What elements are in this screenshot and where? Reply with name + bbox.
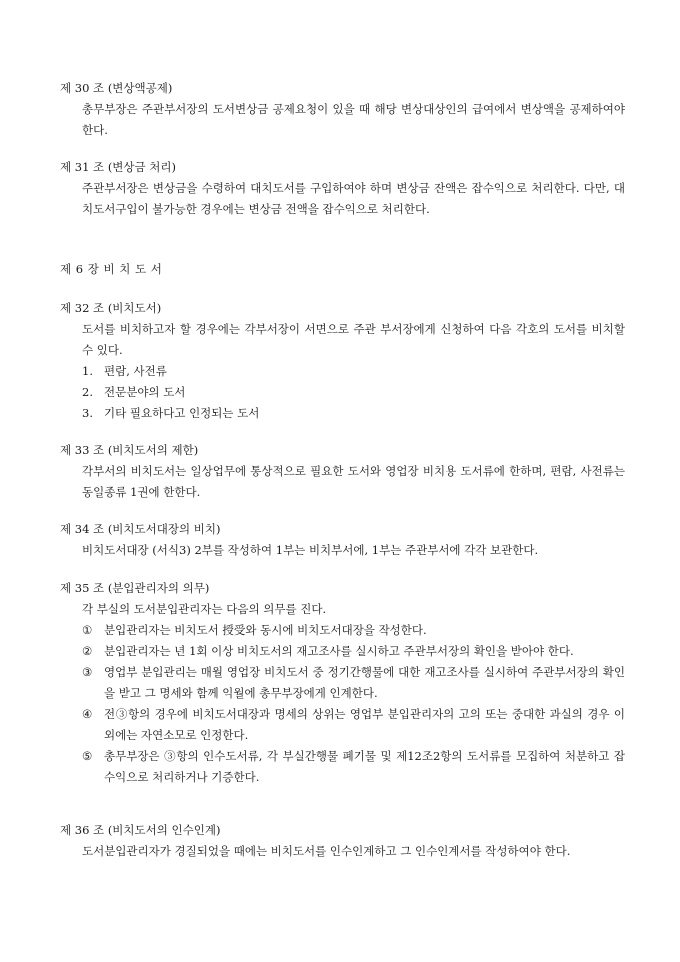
article-33 xyxy=(60,440,625,503)
article-30 xyxy=(60,78,625,141)
article-heading: 제 31 조 (변상금 처리) xyxy=(60,160,176,174)
article-body: 각 부실의 도서분입관리자는 다음의 의무를 진다. xyxy=(82,602,327,616)
article-items xyxy=(60,361,625,424)
list-item-text: 분입관리자는 년 1회 이상 비치도서의 재고조사를 실시하고 주관부서장의 확인을 받아야 한다. xyxy=(104,644,574,658)
list-item-text: 분입관리자는 비치도서 授受와 동시에 비치도서대장을 작성한다. xyxy=(104,623,427,637)
article-body: 비치도서대장 (서식3) 2부를 작성하여 1부는 비치부서에, 1부는 주관부서에 각각 보관한다. xyxy=(82,543,539,557)
list-item xyxy=(82,403,625,424)
list-item-text: 영업부 분입관리는 매월 영업장 비치도서 중 정기간행물에 대한 재고조사를 실시하여 주관부서장의 확인을 받고 그 명세와 함께 익월에 총무부장에게 인계한다. xyxy=(104,665,625,700)
list-item-number: ④ xyxy=(82,707,93,721)
article-heading: 제 30 조 (변상액공제) xyxy=(60,81,173,95)
list-item xyxy=(82,746,625,788)
article-items xyxy=(60,620,625,788)
article-32 xyxy=(60,298,625,424)
article-body: 주관부서장은 변상금을 수령하여 대치도서를 구입하여야 하며 변상금 잔액은 잡수익으로 처리한다. 다만, 대치도서구입이 불가능한 경우에는 변상금 전액을 잡수익으로 처리한다. xyxy=(82,181,625,216)
list-item-text: 전③항의 경우에 비치도서대장과 명세의 상위는 영업부 분입관리자의 고의 또는 중대한 과실의 경우 이외에는 자연소모로 인정한다. xyxy=(104,707,625,742)
list-item-number: 2. xyxy=(82,385,93,399)
article-36 xyxy=(60,820,625,862)
article-heading: 제 32 조 (비치도서) xyxy=(60,301,162,315)
list-item xyxy=(82,641,625,662)
list-item-number: ① xyxy=(82,623,93,637)
list-item-number: 3. xyxy=(82,406,93,420)
list-item-text: 총무부장은 ③항의 인수도서류, 각 부실간행물 폐기물 및 제12조2항의 도서류를 모집하여 처분하고 잡수익으로 처리하거나 기증한다. xyxy=(104,749,625,784)
list-item xyxy=(82,704,625,746)
list-item xyxy=(82,382,625,403)
list-item-text: 편람, 사전류 xyxy=(104,364,167,378)
article-34 xyxy=(60,519,625,561)
list-item-number: ③ xyxy=(82,665,93,679)
list-item xyxy=(82,620,625,641)
list-item-text: 전문분야의 도서 xyxy=(104,385,186,399)
article-body: 각부서의 비치도서는 일상업무에 통상적으로 필요한 도서와 영업장 비치용 도서류에 한하며, 편람, 사전류는 동일종류 1권에 한한다. xyxy=(82,464,625,499)
chapter-heading: 제 6 장 비 치 도 서 xyxy=(60,262,163,276)
article-heading: 제 36 조 (비치도서의 인수인계) xyxy=(60,823,221,837)
article-body: 도서를 비치하고자 할 경우에는 각부서장이 서면으로 주관 부서장에게 신청하여 다음 각호의 도서를 비치할 수 있다. xyxy=(82,322,625,357)
list-item-number: 1. xyxy=(82,364,93,378)
article-heading: 제 33 조 (비치도서의 제한) xyxy=(60,443,199,457)
article-heading: 제 35 조 (분입관리자의 의무) xyxy=(60,581,210,595)
article-body: 총무부장은 주관부서장의 도서변상금 공제요청이 있을 때 해당 변상대상인의 급여에서 변상액을 공제하여야 한다. xyxy=(82,102,625,137)
list-item-number: ② xyxy=(82,644,93,658)
article-body: 도서분입관리자가 경질되었을 때에는 비치도서를 인수인계하고 그 인수인계서를 작성하여야 한다. xyxy=(82,844,571,858)
list-item xyxy=(82,361,625,382)
article-35 xyxy=(60,578,625,788)
article-heading: 제 34 조 (비치도서대장의 비치) xyxy=(60,522,221,536)
list-item-number: ⑤ xyxy=(82,749,93,763)
list-item-text: 기타 필요하다고 인정되는 도서 xyxy=(104,406,260,420)
list-item xyxy=(82,662,625,704)
article-31 xyxy=(60,157,625,220)
